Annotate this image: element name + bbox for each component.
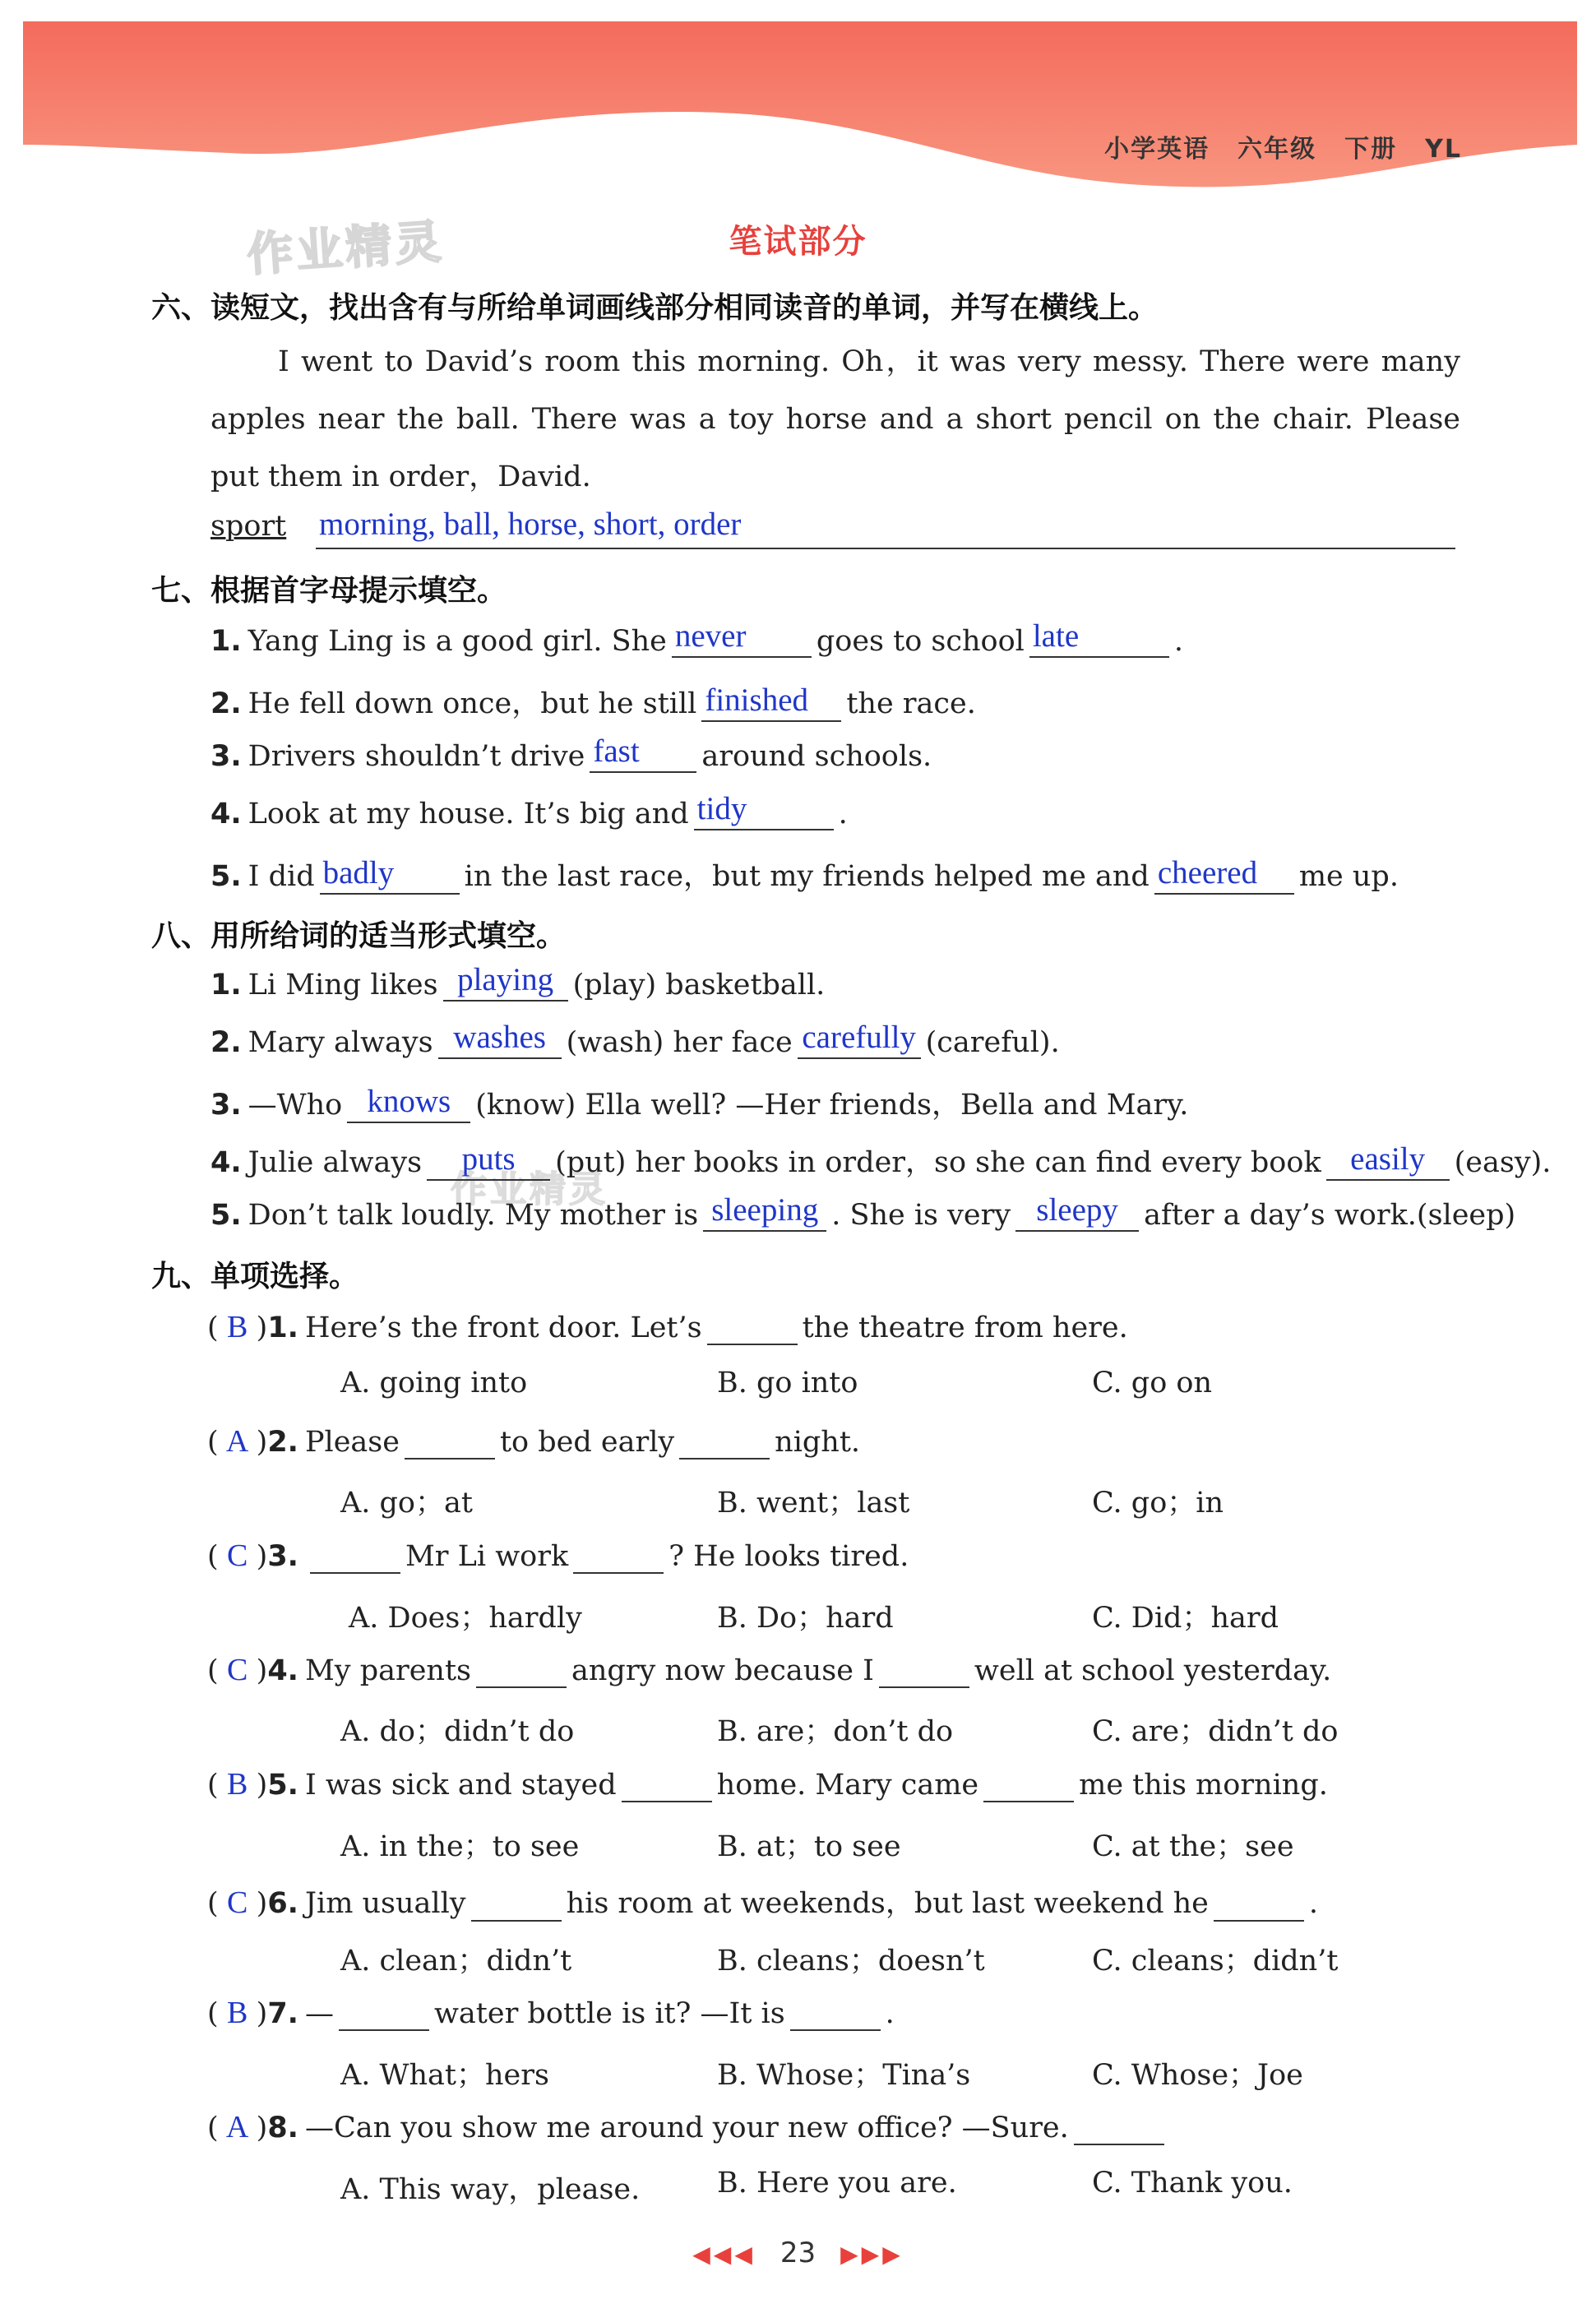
q7-heading: 七、根据首字母提示填空。 bbox=[151, 574, 507, 608]
page-number: 23 bbox=[779, 2237, 817, 2269]
q7-item: 4. Look at my house. It’s big and tidy . bbox=[210, 791, 848, 830]
answer-blank[interactable] bbox=[405, 1425, 495, 1460]
answer-blank[interactable] bbox=[573, 1539, 664, 1574]
answer-blank[interactable]: sleeping bbox=[703, 1197, 826, 1232]
mc-answer[interactable]: B bbox=[226, 1996, 248, 2030]
answer-blank[interactable]: finished bbox=[701, 687, 841, 722]
option-b[interactable]: B. cleans；doesn’t bbox=[717, 1945, 985, 1978]
answer-blank[interactable] bbox=[879, 1654, 969, 1688]
q6-passage: I went to David’s room this morning. Oh，it was very messy. There were many apples near the ball. There was a toy horse and a short pencil on the chair. Please put them in order，David. bbox=[210, 345, 1460, 493]
option-a[interactable]: A. What；hers bbox=[340, 2059, 549, 2092]
q7-item: 2. He fell down once，but he still finished the race. bbox=[210, 682, 976, 720]
option-c[interactable]: C. go；in bbox=[1092, 1487, 1224, 1520]
answer-blank[interactable] bbox=[339, 1996, 429, 2031]
mc-question: ( C )6. Jim usually his room at weekends，but last weekend he . bbox=[207, 1885, 1318, 1920]
answer-blank[interactable]: playing bbox=[443, 967, 568, 1002]
answer-blank[interactable] bbox=[983, 1768, 1074, 1802]
option-c[interactable]: C. Did；hard bbox=[1092, 1602, 1279, 1635]
option-a[interactable]: A. clean；didn’t bbox=[340, 1945, 572, 1978]
page-footer bbox=[0, 2237, 1596, 2269]
banner-wave bbox=[23, 21, 1577, 194]
mc-answer[interactable]: C bbox=[226, 1538, 248, 1573]
mc-question: ( B )7. — water bottle is it? —It is . bbox=[207, 1996, 895, 2030]
answer-blank[interactable] bbox=[310, 1539, 400, 1574]
answer-blank[interactable]: late bbox=[1029, 623, 1169, 658]
mc-answer[interactable]: A bbox=[225, 1424, 249, 1459]
option-b[interactable]: B. Here you are. bbox=[717, 2167, 957, 2200]
answer-blank[interactable]: washes bbox=[438, 1025, 562, 1059]
answer-blank[interactable]: knows bbox=[347, 1089, 470, 1123]
mc-question: ( A )2. Please to bed early night. bbox=[207, 1424, 861, 1459]
q6-answer-field[interactable] bbox=[316, 507, 1455, 549]
answer-blank[interactable]: cheered bbox=[1154, 860, 1294, 895]
option-a[interactable]: A. going into bbox=[340, 1367, 528, 1399]
answer-blank[interactable]: never bbox=[672, 623, 812, 658]
q7-item: 5. I did badly in the last race，but my friends helped me and cheered me up. bbox=[210, 855, 1399, 893]
book-info bbox=[1076, 128, 1462, 164]
q7-item: 3. Drivers shouldn’t drive fast around schools. bbox=[210, 733, 932, 773]
option-a[interactable]: A. go；at bbox=[340, 1487, 473, 1520]
answer-blank[interactable]: sleepy bbox=[1015, 1197, 1139, 1232]
volume-label: 下册 bbox=[1344, 135, 1398, 164]
option-c[interactable]: C. at the；see bbox=[1092, 1830, 1294, 1863]
mc-question: ( B )1. Here’s the front door. Let’s the theatre from here. bbox=[207, 1310, 1128, 1344]
q8-item: 3. —Who knows (know) Ella well? —Her friends，Bella and Mary. bbox=[210, 1084, 1189, 1122]
answer-blank[interactable] bbox=[1214, 1887, 1304, 1922]
option-a[interactable]: A. This way，please. bbox=[340, 2173, 641, 2206]
option-b[interactable]: B. go into bbox=[717, 1367, 858, 1399]
mc-question: ( B )5. I was sick and stayed home. Mary came me this morning. bbox=[207, 1767, 1328, 1802]
q9-heading: 九、单项选择。 bbox=[151, 1260, 359, 1293]
mc-answer[interactable]: C bbox=[226, 1653, 248, 1687]
answer-blank[interactable] bbox=[622, 1768, 712, 1802]
answer-blank[interactable] bbox=[679, 1425, 770, 1460]
option-b[interactable]: B. Whose；Tina’s bbox=[717, 2059, 971, 2092]
mc-answer[interactable]: A bbox=[225, 2110, 249, 2144]
section-title: 笔试部分 bbox=[729, 223, 867, 261]
answer-blank[interactable] bbox=[1074, 2111, 1164, 2145]
answer-blank[interactable]: tidy bbox=[694, 796, 834, 830]
answer-blank[interactable] bbox=[476, 1654, 567, 1688]
q8-item: 5. Don’t talk loudly. My mother is sleeping . She is very sleepy after a day’s work.(sleep) bbox=[210, 1192, 1516, 1232]
option-c[interactable]: C. are；didn’t do bbox=[1092, 1715, 1339, 1748]
option-b[interactable]: B. at；to see bbox=[717, 1830, 901, 1863]
option-b[interactable]: B. went；last bbox=[717, 1487, 910, 1520]
q8-item: 1. Li Ming likes playing (play) basketball. bbox=[210, 962, 826, 1002]
option-c[interactable]: C. Thank you. bbox=[1092, 2167, 1293, 2200]
answer-blank[interactable]: badly bbox=[320, 860, 460, 895]
option-a[interactable]: A. do；didn’t do bbox=[340, 1715, 575, 1748]
q7-item: 1. Yang Ling is a good girl. She never goes to school late . bbox=[210, 618, 1183, 658]
mc-question: ( C )3. Mr Li work ? He looks tired. bbox=[207, 1538, 909, 1573]
header-banner bbox=[23, 21, 1577, 194]
q8-item: 4. Julie always puts (put) her books in order，so she can find every book easily (easy). bbox=[210, 1141, 1552, 1179]
option-a[interactable]: A. Does；hardly bbox=[349, 1602, 582, 1635]
mc-question: ( C )4. My parents angry now because I well at school yesterday. bbox=[207, 1653, 1332, 1687]
q8-heading: 八、用所给词的适当形式填空。 bbox=[151, 919, 567, 953]
answer-blank[interactable] bbox=[707, 1311, 798, 1345]
q8-item: 2. Mary always washes (wash) her face carefully (careful). bbox=[210, 1020, 1060, 1059]
cue-word: sport bbox=[210, 510, 287, 543]
option-c[interactable]: C. Whose；Joe bbox=[1092, 2059, 1303, 2092]
option-b[interactable]: B. are；don’t do bbox=[717, 1715, 954, 1748]
answer-blank[interactable] bbox=[790, 1996, 881, 2031]
answer-blank[interactable]: fast bbox=[590, 738, 696, 773]
mc-answer[interactable]: C bbox=[226, 1885, 248, 1920]
mc-question: ( A )8. —Can you show me around your new office? —Sure. bbox=[207, 2109, 1169, 2145]
edition-label: YL bbox=[1425, 135, 1462, 164]
q6-cue-word bbox=[210, 510, 286, 543]
grade-label: 六年级 bbox=[1237, 135, 1317, 164]
watermark: 作业精灵 bbox=[245, 215, 446, 283]
answer-blank[interactable]: puts bbox=[427, 1146, 550, 1181]
mc-answer[interactable]: B bbox=[226, 1767, 248, 1802]
answer-blank[interactable] bbox=[471, 1887, 562, 1922]
mc-answer[interactable]: B bbox=[226, 1310, 248, 1344]
prev-arrows-icon: ◀◀◀ bbox=[692, 2241, 756, 2268]
answer-blank[interactable]: carefully bbox=[798, 1025, 921, 1059]
subject-label: 小学英语 bbox=[1104, 135, 1210, 164]
option-c[interactable]: C. go on bbox=[1092, 1367, 1212, 1399]
next-arrows-icon: ▶▶▶ bbox=[840, 2241, 904, 2268]
watermark: 作业精灵 bbox=[451, 1168, 608, 1210]
q6-heading: 六、读短文，找出含有与所给单词画线部分相同读音的单词，并写在横线上。 bbox=[151, 291, 1159, 325]
option-b[interactable]: B. Do；hard bbox=[717, 1602, 894, 1635]
answer-blank[interactable]: easily bbox=[1326, 1146, 1450, 1181]
option-c[interactable]: C. cleans；didn’t bbox=[1092, 1945, 1339, 1978]
option-a[interactable]: A. in the；to see bbox=[340, 1830, 580, 1863]
q6-answer: morning, ball, horse, short, order bbox=[319, 507, 742, 542]
